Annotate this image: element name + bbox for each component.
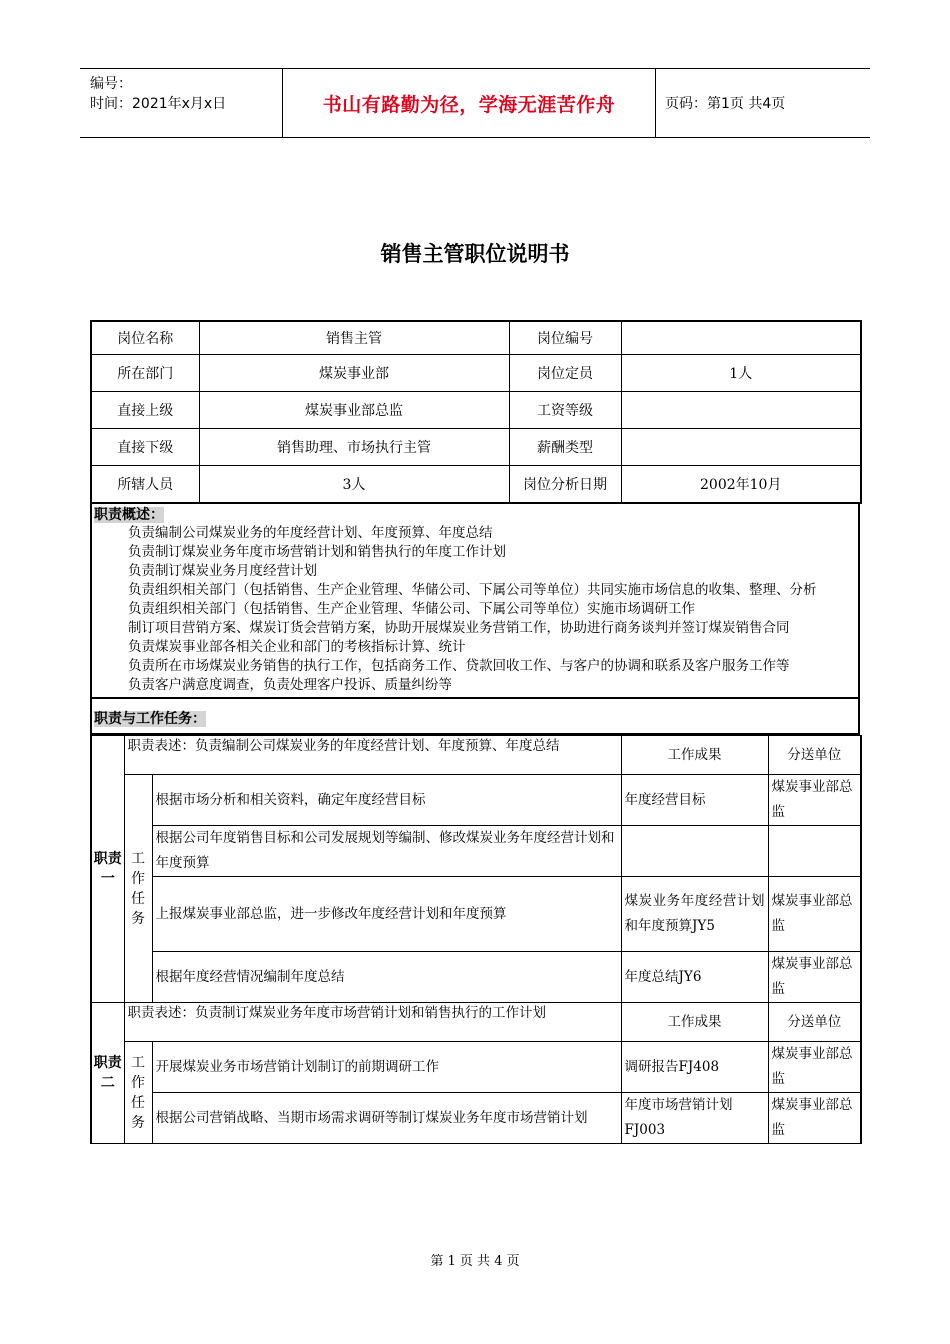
result-cell: 年度经营目标	[621, 775, 768, 826]
page-header	[80, 68, 870, 138]
table-row	[91, 877, 861, 952]
info-label: 所在部门	[91, 355, 199, 392]
duty-label: 职责二	[91, 1003, 124, 1144]
info-label: 薪酬类型	[509, 429, 621, 466]
task-cell: 根据公司年度销售目标和公司发展规划等编制、修改煤炭业务年度经营计划和年度预算	[152, 826, 621, 877]
list-item: 负责组织相关部门（包括销售、生产企业管理、华储公司、下属公司等单位）共同实施市场信息的收集、整理、分析	[128, 582, 817, 598]
header-meta	[80, 69, 282, 137]
info-value	[621, 321, 861, 355]
info-label: 直接下级	[91, 429, 199, 466]
task-label: 工作任务	[124, 1042, 152, 1144]
destination-cell: 煤炭事业部总监	[768, 877, 861, 952]
result-cell: 煤炭业务年度经营计划和年度预算JY5	[621, 877, 768, 952]
column-header-result: 工作成果	[621, 1003, 768, 1042]
list-item: 负责制订煤炭业务年度市场营销计划和销售执行的年度工作计划	[128, 544, 506, 560]
info-value	[621, 429, 861, 466]
info-label: 岗位分析日期	[509, 466, 621, 504]
result-cell	[621, 826, 768, 877]
destination-cell: 煤炭事业部总监	[768, 775, 861, 826]
header-motto-cell	[282, 69, 656, 137]
info-label: 所辖人员	[91, 466, 199, 504]
task-cell: 根据年度经营情况编制年度总结	[152, 952, 621, 1003]
list-item: 负责煤炭事业部各相关企业和部门的考核指标计算、统计	[128, 639, 466, 655]
task-label: 工作任务	[124, 775, 152, 1003]
list-item: 负责组织相关部门（包括销售、生产企业管理、华储公司、下属公司等单位）实施市场调研工作	[128, 601, 695, 617]
destination-cell	[768, 826, 861, 877]
duty-label: 职责一	[91, 736, 124, 1003]
doc-number-label: 编号：	[90, 76, 132, 92]
task-cell: 根据公司营销战略、当期市场需求调研等制订煤炭业务年度市场营销计划	[152, 1093, 621, 1144]
table-row	[91, 1042, 861, 1093]
table-row	[91, 775, 861, 826]
job-description-form	[90, 320, 860, 1144]
result-cell: 年度总结JY6	[621, 952, 768, 1003]
result-cell: 调研报告FJ408	[621, 1042, 768, 1093]
info-row	[91, 392, 861, 429]
info-row	[91, 321, 861, 355]
duty-description-row	[91, 736, 861, 775]
info-value: 销售主管	[199, 321, 509, 355]
duty-description: 职责表述：负责编制公司煤炭业务的年度经营计划、年度预算、年度总结	[124, 736, 621, 775]
column-header-result: 工作成果	[621, 736, 768, 775]
list-item: 负责所在市场煤炭业务销售的执行工作，包括商务工作、贷款回收工作、与客户的协调和联系及客户服务工作等	[128, 658, 790, 674]
page-footer: 第 1 页 共 4 页	[430, 1254, 520, 1269]
task-cell: 上报煤炭事业部总监，进一步修改年度经营计划和年度预算	[152, 877, 621, 952]
header-motto: 书山有路勤为径，学海无涯苦作舟	[322, 93, 616, 116]
result-cell: 年度市场营销计划FJ003	[621, 1093, 768, 1144]
info-label: 直接上级	[91, 392, 199, 429]
info-label: 岗位名称	[91, 321, 199, 355]
column-header-destination: 分送单位	[768, 1003, 861, 1042]
task-cell: 根据市场分析和相关资料，确定年度经营目标	[152, 775, 621, 826]
header-page-info: 页码：第1页 共4页	[665, 96, 786, 112]
duty-overview-section	[90, 504, 860, 699]
duty-table	[90, 735, 862, 1144]
document-title: 销售主管职位说明书	[380, 242, 570, 266]
duty-overview-list	[92, 524, 858, 697]
info-label: 工资等级	[509, 392, 621, 429]
info-value: 煤炭事业部	[199, 355, 509, 392]
table-row	[91, 826, 861, 877]
info-value	[621, 392, 861, 429]
task-cell: 开展煤炭业务市场营销计划制订的前期调研工作	[152, 1042, 621, 1093]
duty-description: 职责表述：负责制订煤炭业务年度市场营销计划和销售执行的工作计划	[124, 1003, 621, 1042]
doc-date: 时间：2021年x月x日	[90, 96, 227, 112]
destination-cell: 煤炭事业部总监	[768, 1042, 861, 1093]
info-value: 1人	[621, 355, 861, 392]
info-value: 销售助理、市场执行主管	[199, 429, 509, 466]
destination-cell: 煤炭事业部总监	[768, 1093, 861, 1144]
list-item: 制订项目营销方案、煤炭订货会营销方案，协助开展煤炭业务营销工作，协助进行商务谈判并签订煤炭销售合同	[128, 620, 790, 636]
column-header-destination: 分送单位	[768, 736, 861, 775]
info-value: 3人	[199, 466, 509, 504]
duty-description-row	[91, 1003, 861, 1042]
info-label: 岗位编号	[509, 321, 621, 355]
basic-info-table	[90, 320, 862, 504]
section-heading: 职责概述：	[94, 507, 164, 523]
info-value: 煤炭事业部总监	[199, 392, 509, 429]
info-row	[91, 466, 861, 504]
section-heading: 职责与工作任务：	[90, 699, 860, 735]
list-item: 负责制订煤炭业务月度经营计划	[128, 563, 317, 579]
table-row	[91, 1093, 861, 1144]
destination-cell: 煤炭事业部总监	[768, 952, 861, 1003]
list-item: 负责编制公司煤炭业务的年度经营计划、年度预算、年度总结	[128, 525, 493, 541]
list-item: 负责客户满意度调查，负责处理客户投诉、质量纠纷等	[128, 677, 452, 693]
info-row	[91, 429, 861, 466]
info-row	[91, 355, 861, 392]
info-label: 岗位定员	[509, 355, 621, 392]
info-value: 2002年10月	[621, 466, 861, 504]
table-row	[91, 952, 861, 1003]
